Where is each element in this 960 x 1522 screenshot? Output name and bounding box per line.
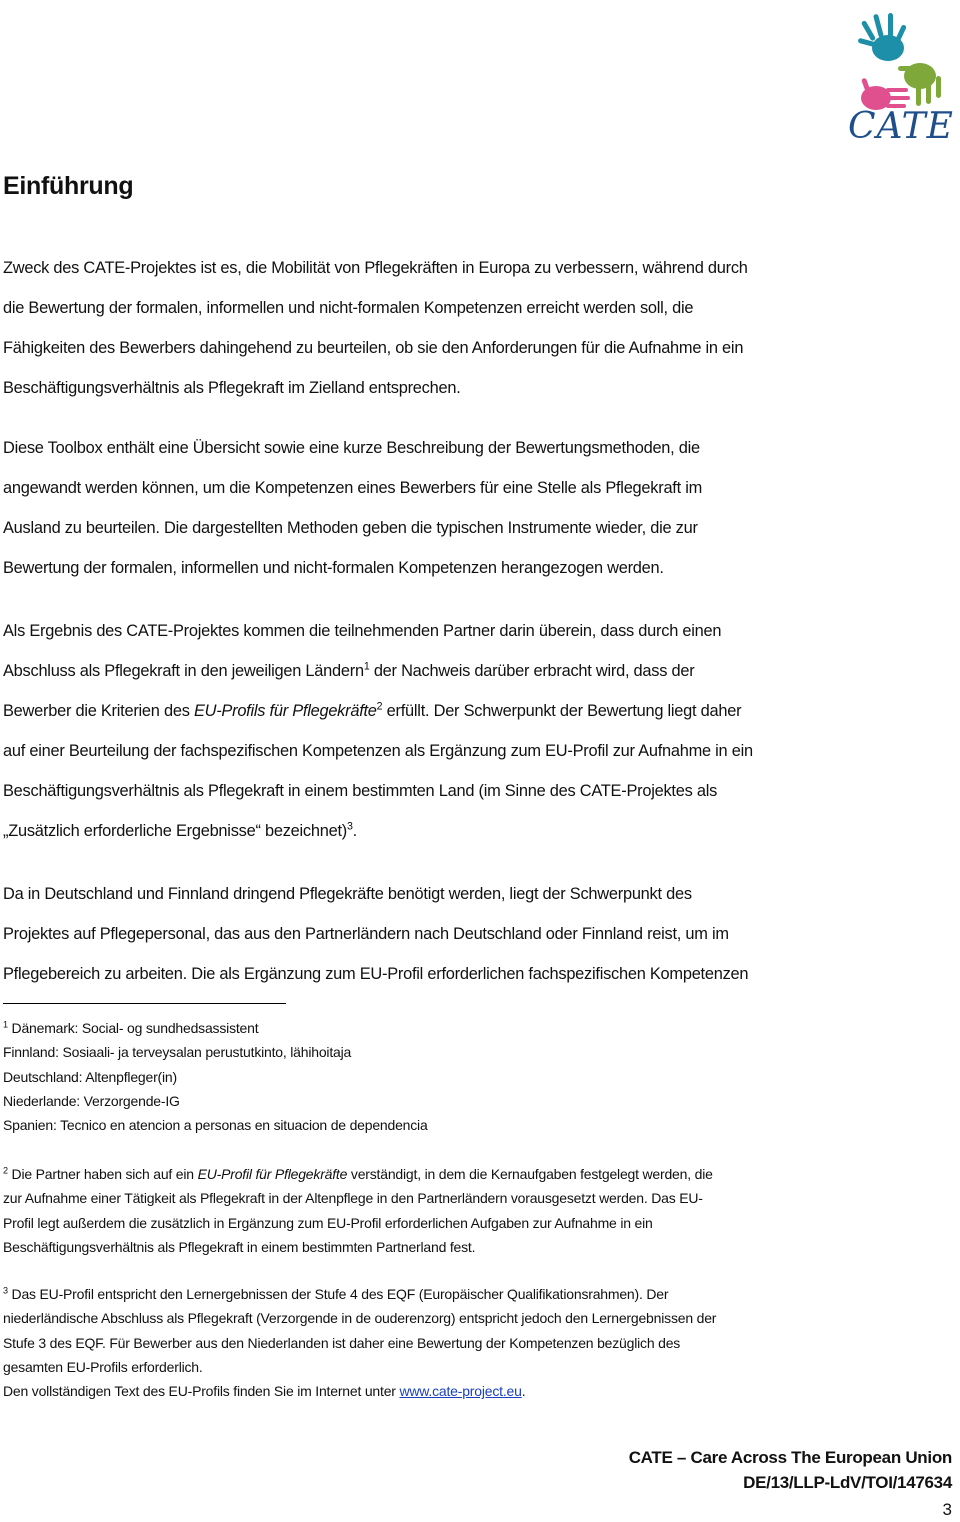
text-segment: Diese Toolbox enthält eine Übersicht sowie eine kurze Beschreibung der Bewertungsmethoden, die xyxy=(3,439,700,457)
text-line xyxy=(3,1235,958,1259)
text-segment: Pflegebereich zu arbeiten. Die als Ergänzung zum EU-Profil erforderlichen fachspezifischen Kompetenzen xyxy=(3,965,749,983)
website-link[interactable]: www.cate-project.eu xyxy=(399,1383,522,1400)
footer-project: CATE – Care Across The European Union xyxy=(628,1448,952,1467)
text-segment: Abschluss als Pflegekraft in den jeweiligen Ländern xyxy=(3,662,364,680)
text-line xyxy=(3,328,958,368)
text-line xyxy=(3,1355,958,1379)
text-segment: Den vollständigen Text des EU-Profils finden Sie im Internet unter xyxy=(3,1383,400,1400)
text-segment: zur Aufnahme einer Tätigkeit als Pflegekraft in der Altenpflege in den Partnerländern vorausgesetzt werden. Das EU- xyxy=(3,1190,703,1207)
text-segment: Das EU-Profil entspricht den Lernergebnissen der Stufe 4 des EQF (Europäischer Qualifikationsrahmen). Der xyxy=(7,1286,669,1302)
text-segment: . xyxy=(521,1383,526,1400)
text-segment: gesamten EU-Profils erforderlich. xyxy=(3,1358,203,1375)
page-number: 3 xyxy=(942,1500,952,1519)
text-segment: Beschäftigungsverhältnis als Pflegekraft in einem bestimmten Land (im Sinne des CATE-Projektes als xyxy=(3,782,718,800)
text-line xyxy=(3,811,958,851)
page-heading: Einführung xyxy=(3,172,134,200)
text-line xyxy=(3,1065,958,1089)
text-line xyxy=(3,1113,958,1137)
text-line xyxy=(3,874,958,914)
footnote-3 xyxy=(3,1282,958,1403)
text-segment: Beschäftigungsverhältnis als Pflegekraft im Zielland entsprechen. xyxy=(3,379,461,397)
text-line xyxy=(3,1186,958,1210)
text-segment: Deutschland: Altenpfleger(in) xyxy=(3,1068,177,1085)
text-segment: EU-Profils für Pflegekräfte xyxy=(193,702,377,720)
text-segment: Profil legt außerdem die zusätzlich in Ergänzung zum EU-Profil erforderlichen Aufgaben zur Aufnahme in ein xyxy=(3,1214,653,1231)
logo-text: CATE xyxy=(848,106,954,147)
text-segment: Dänemark: Social- og sundhedsassistent xyxy=(7,1020,259,1036)
text-line xyxy=(3,248,958,288)
text-segment: Zweck des CATE-Projektes ist es, die Mobilität von Pflegekräften in Europa zu verbessern, während durch xyxy=(3,259,748,277)
text-line xyxy=(3,1211,958,1235)
text-line xyxy=(3,611,958,651)
text-segment: Da in Deutschland und Finnland dringend Pflegekräfte benötigt werden, liegt der Schwerpunkt des xyxy=(3,885,692,903)
text-segment: Projektes auf Pflegepersonal, das aus den Partnerländern nach Deutschland oder Finnland reist, um im xyxy=(3,925,729,943)
text-line xyxy=(3,1331,958,1355)
text-line xyxy=(3,1089,958,1113)
text-line xyxy=(3,771,958,811)
text-line xyxy=(3,691,958,731)
footnote-ref: 3 xyxy=(3,1285,8,1296)
footnote-ref: 3 xyxy=(346,820,353,833)
text-segment: Bewerber die Kriterien des xyxy=(3,702,194,720)
text-segment: Als Ergebnis des CATE-Projektes kommen die teilnehmenden Partner darin überein, dass durch einen xyxy=(3,622,722,640)
text-line xyxy=(3,1040,958,1064)
text-segment: Bewertung der formalen, informellen und nicht-formalen Kompetenzen herangezogen werden. xyxy=(3,559,664,577)
footnote-1 xyxy=(3,1016,958,1137)
footer-code: DE/13/LLP-LdV/TOI/147634 xyxy=(743,1473,952,1492)
cate-logo xyxy=(838,8,953,153)
text-segment: angewandt werden können, um die Kompetenzen eines Bewerbers für eine Stelle als Pflegekraft im xyxy=(3,479,703,497)
text-line xyxy=(3,1016,958,1040)
text-line xyxy=(3,914,958,954)
text-line xyxy=(3,368,958,408)
text-segment: der Nachweis darüber erbracht wird, dass der xyxy=(369,662,695,680)
footnote-ref: 1 xyxy=(363,660,370,673)
text-segment: niederländische Abschluss als Pflegekraft (Verzorgende in de ouderenzorg) entspricht jedoch den Lernergebnissen der xyxy=(3,1310,717,1327)
footnote-ref: 1 xyxy=(3,1019,8,1030)
text-segment: . xyxy=(352,822,357,840)
footnote-2 xyxy=(3,1162,958,1259)
text-line xyxy=(3,468,958,508)
paragraph-focus xyxy=(3,874,958,994)
text-line xyxy=(3,1306,958,1330)
text-line xyxy=(3,954,958,994)
text-segment: Ausland zu beurteilen. Die dargestellten Methoden geben die typischen Instrumente wieder, die zur xyxy=(3,519,698,537)
text-line xyxy=(3,548,958,588)
text-line xyxy=(3,508,958,548)
text-segment: die Bewertung der formalen, informellen und nicht-formalen Kompetenzen erreicht werden soll, die xyxy=(3,299,694,317)
footnote-separator xyxy=(3,1003,286,1004)
text-segment: Niederlande: Verzorgende-IG xyxy=(3,1092,180,1109)
text-segment: Fähigkeiten des Bewerbers dahingehend zu beurteilen, ob sie den Anforderungen für die Aufnahme in ein xyxy=(3,339,744,357)
paragraph-purpose xyxy=(3,248,958,408)
text-segment: Spanien: Tecnico en atencion a personas en situacion de dependencia xyxy=(3,1117,428,1134)
paragraph-result xyxy=(3,611,958,851)
text-line xyxy=(3,731,958,771)
text-segment: Stufe 3 des EQF. Für Bewerber aus den Niederlanden ist daher eine Bewertung der Kompetenzen bezüglich des xyxy=(3,1334,681,1351)
text-segment: erfüllt. Der Schwerpunkt der Bewertung liegt daher xyxy=(382,702,742,720)
text-line xyxy=(3,428,958,468)
text-line xyxy=(3,651,958,691)
text-segment: Beschäftigungsverhältnis als Pflegekraft in einem bestimmten Partnerland fest. xyxy=(3,1238,476,1255)
text-segment: Die Partner haben sich auf ein xyxy=(7,1166,198,1182)
text-line xyxy=(3,288,958,328)
text-segment: auf einer Beurteilung der fachspezifischen Kompetenzen als Ergänzung zum EU-Profil zur Aufnahme in ein xyxy=(3,742,753,760)
text-segment: EU-Profil für Pflegekräfte xyxy=(197,1166,348,1182)
paragraph-toolbox xyxy=(3,428,958,588)
text-segment: Finnland: Sosiaali- ja terveysalan perustutkinto, lähihoitaja xyxy=(3,1044,352,1061)
text-line xyxy=(3,1162,958,1186)
text-line xyxy=(3,1282,958,1306)
footnote-ref: 2 xyxy=(3,1165,8,1176)
text-line xyxy=(3,1379,958,1403)
text-segment: „Zusätzlich erforderliche Ergebnisse“ bezeichnet) xyxy=(3,822,347,840)
footnote-ref: 2 xyxy=(376,700,383,713)
text-segment: verständigt, in dem die Kernaufgaben festgelegt werden, die xyxy=(347,1166,713,1182)
